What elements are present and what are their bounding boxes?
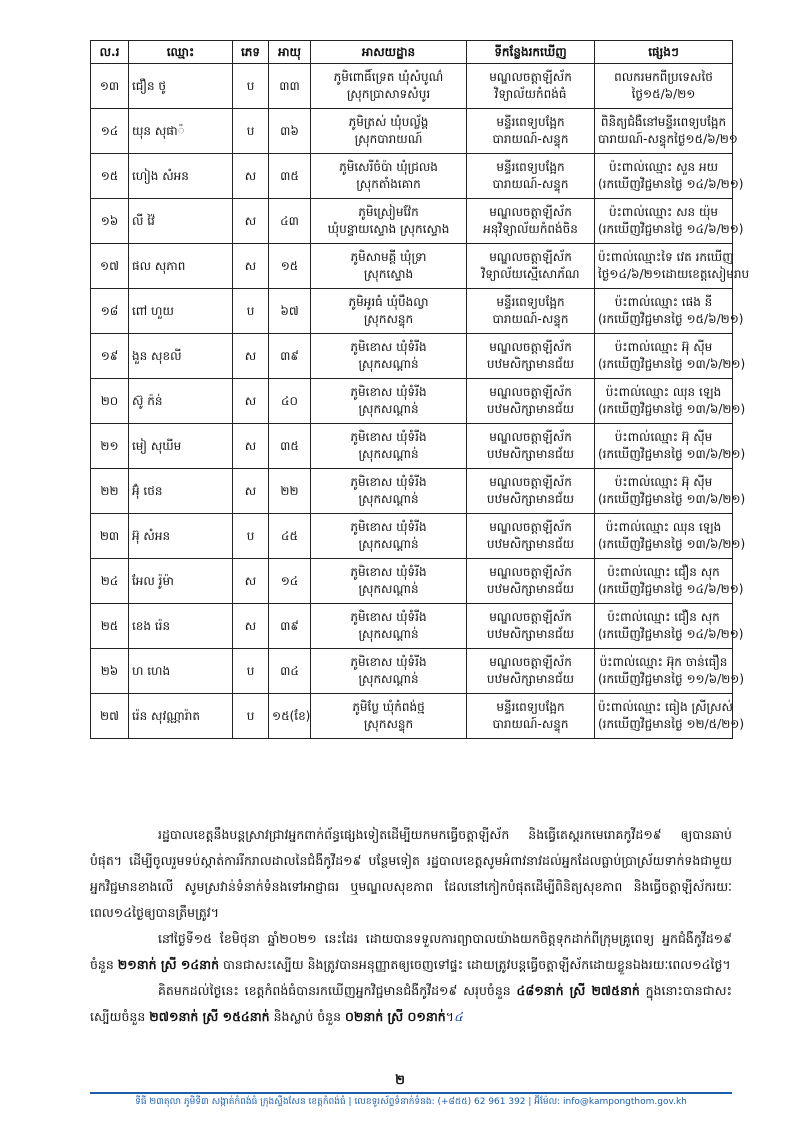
address-line-2: ស្រុកស្ទោង [363,267,414,281]
cell-no: ១៨ [91,289,129,334]
address-line-2: ស្រុកសណ្ដាន់ [358,627,419,641]
cell-sex: ប [233,64,269,109]
cell-no: ២០ [91,379,129,424]
other-line-2: បារាយណ៍-សន្ទុកថ្ងៃ១៥/៦/២១ [598,132,738,146]
address-line-2: ស្រុកសន្ទុក [363,717,414,731]
cell-sex: ប [233,694,269,739]
cell-found-place [467,649,595,694]
cases-table [90,40,750,739]
cell-no: ១៥ [91,154,129,199]
cell-address [311,514,467,559]
cell-other [595,334,746,379]
footer-divider [90,1092,732,1094]
cell-address [311,199,467,244]
address-line-1: ភូមិខោស ឃុំទំរីង [350,430,427,444]
cell-address [311,64,467,109]
cell-no: ២៥ [91,604,129,649]
address-line-1: ភូមិខោស ឃុំទំរីង [350,655,427,669]
other-line-2: (រកឃើញវិជ្ជមានថ្ងៃ ១៣/៦/២១) [598,447,746,461]
body-text [90,822,732,1030]
cell-age: ៣៥ [269,154,311,199]
cell-found-place [467,334,595,379]
place-line-1: មណ្ឌលចត្តាឡីស័ក [489,520,572,534]
total-recovered-count: ២៧១នាក់ ស្រី ១៥៤នាក់ [149,1009,270,1024]
place-line-2: បឋមសិក្សាមានជ័យ [486,447,575,461]
cell-found-place [467,289,595,334]
cell-found-place [467,379,595,424]
other-line-2: (រកឃើញវិជ្ជមានថ្ងៃ ១៤/៦/២១) [598,582,744,596]
other-line-2: (រកឃើញវិជ្ជមានថ្ងៃ ១៥/៦/២១) [598,312,744,326]
other-line-2: (រកឃើញវិជ្ជមានថ្ងៃ ១៤/៦/២១) [598,177,744,191]
handwritten-mark: ៤ [453,1009,463,1024]
cell-sex: ប [233,289,269,334]
other-line-1: ប៉ះពាល់ឈ្មោះ សន យ៉ុម [609,205,718,219]
other-line-2: (រកឃើញវិជ្ជមានថ្ងៃ ១៤/៦/២១) [598,222,744,236]
cell-found-place [467,559,595,604]
address-line-1: ភូមិសាមគ្គី ឃុំទ្រា [350,250,427,264]
page-number: ២ [395,1073,405,1088]
table-row [91,109,733,154]
address-line-1: ភូមិខោស ឃុំទំរីង [350,520,427,534]
place-line-1: មណ្ឌលចត្តាឡីស័ក [489,340,572,354]
table-row [91,424,733,469]
cell-other [595,379,746,424]
cell-address [311,289,467,334]
place-line-1: មណ្ឌលចត្តាឡីស័ក [489,205,572,219]
header-other: ផ្សេងៗ [595,41,733,64]
cell-address [311,559,467,604]
cell-name: ហ ហេង [129,649,233,694]
cell-age: ១៥ [269,244,311,289]
place-line-2: បឋមសិក្សាមានជ័យ [486,492,575,506]
other-line-2: (រកឃើញវិជ្ជមានថ្ងៃ ១៣/៦/២១) [598,492,746,506]
table-row [91,604,733,649]
address-line-2: ស្រុកតាំងគោក [356,177,421,191]
cell-no: ១៣ [91,64,129,109]
cell-no: ១៧ [91,244,129,289]
cell-age: ៦៧ [269,289,311,334]
cell-found-place [467,109,595,154]
cell-name: ផល សុភាព [129,244,233,289]
other-line-2: (រកឃើញវិជ្ជមានថ្ងៃ ១៣/៦/២១) [598,402,746,416]
cell-name: ជឿន ថូ [129,64,233,109]
cell-found-place [467,64,595,109]
place-line-1: មន្ទីរពេទ្យបង្អែក [496,295,565,309]
cell-age: ៤០ [269,379,311,424]
address-line-1: ភូមិអូរធំ ឃុំបឹងល្វា [348,295,429,309]
cell-found-place [467,469,595,514]
address-line-1: ភូមិត្រស់ ឃុំបល្ល័ង្គ [348,115,429,129]
cell-name: អ៊ុ សំអន [129,514,233,559]
address-line-2: ស្រុកបារាយណ៍ [354,132,423,146]
place-line-2: បឋមសិក្សាមានជ័យ [486,672,575,686]
paragraph-followup: រដ្ឋបាលខេត្តនឹងបន្តស្រាវជ្រាវអ្នកពាក់ព័ន្ធផ្សេងទៀតដើម្បីយកមកធ្វើចត្តាឡីស័ក និងធ្វើតេស្តរកមេរោគកូវីដ១៩ ឲ្យបានឆាប់បំផុត។ ដើម្បីចូលរួមទប់ស្កាត់ការរីករាលដាលនៃជំងឺកូវីដ១៩ បន្ថែមទៀត រដ្ឋបាលខេត្តសូមអំពាវនាវដល់អ្នកដែលធ្លាប់ប្រាស្រ័យទាក់ទងជាមួយអ្នកវិជ្ជមានខាងលើ សូមស្រវាន់ទំនាក់ទំនងទៅអាជ្ញាធរ ឬមណ្ឌលសុខភាព ដែលនៅកៀកបំផុតដើម្បីពិនិត្យសុខភាព និងធ្វើចត្តាឡីស័ករយៈពេល១៤ថ្ងៃឲ្យបានត្រឹមត្រូវ។ [90,827,732,920]
cell-sex: ប [233,109,269,154]
table-row [91,64,733,109]
cell-age: ៣៤ [269,649,311,694]
other-line-1: ប៉ះពាល់ឈ្មោះ អ៊ុ ស៊ីម [614,430,713,444]
cell-name: យុន សុផា៉ [129,109,233,154]
total-deaths-count: ០២នាក់ ស្រី ០១នាក់ [345,1009,446,1024]
table-row [91,514,733,559]
cell-address [311,469,467,514]
place-line-2: បារាយណ៍-សន្ទុក [492,312,569,326]
other-line-2: (រកឃើញវិជ្ជមានថ្ងៃ ១១/៦/២១) [598,672,745,686]
address-line-1: ភូមិខោស ឃុំទំរីង [350,475,427,489]
header-name: ឈ្មោះ [129,41,233,64]
cell-name: លី វ៉ៃ [129,199,233,244]
cell-address [311,334,467,379]
cell-age: ៣៣ [269,64,311,109]
cell-found-place [467,604,595,649]
other-line-1: ប៉ះពាល់ឈ្មោះ អ៊ុក ចាន់ធឿន [599,655,728,669]
cell-age: ១៤ [269,559,311,604]
cell-found-place [467,199,595,244]
cell-age: ៣៥ [269,424,311,469]
table-row [91,649,733,694]
place-line-2: វិទ្យាល័យស្មើសោភ័ណ [481,267,580,281]
table-row [91,244,733,289]
recovered-text-c: បានជាសះស្បើយ និងត្រូវបានអនុញ្ញាតឲ្យចេញទៅផ្ទះ ដោយត្រូវបន្តធ្វើចត្តាឡីស័កដោយខ្លួនឯងរយៈពេល១៤ថ្ងៃ។ [219,957,731,972]
table-row [91,334,733,379]
cell-age: ៤៥ [269,514,311,559]
place-line-2: បឋមសិក្សាមានជ័យ [486,582,575,596]
cell-sex: ស [233,469,269,514]
header-age: អាយុ [269,41,311,64]
other-line-1: ពលករមកពីប្រទេសថៃ [614,70,713,84]
other-line-2: (រកឃើញវិជ្ជមានថ្ងៃ ១២/៥/២១) [598,717,745,731]
address-line-1: ភូមិស្រៀមវ៉ែក [358,205,419,219]
address-line-1: ភូមិខោស ឃុំទំរីង [350,385,427,399]
recovered-count: ២១នាក់ ស្រី ១៤នាក់ [117,957,220,972]
address-line-1: ភូមិសេរីចំប៉ា ឃុំជ្រលង [339,160,438,174]
cell-name: ងួន សុខលី [129,334,233,379]
cell-no: ១៩ [91,334,129,379]
address-line-1: ភូមិខោស ឃុំទំរីង [350,610,427,624]
place-line-2: បារាយណ៍-សន្ទុក [492,132,569,146]
header-address: អាសយដ្ឋាន [311,41,467,64]
cell-no: ១៤ [91,109,129,154]
address-line-1: ភូមិប្លែ ឃុំកំពង់ថ្ម [352,700,425,714]
cell-other [595,424,746,469]
other-line-1: ប៉ះពាល់ឈ្មោះ ឈុន ឡេង [605,385,722,399]
place-line-1: មណ្ឌលចត្តាឡីស័ក [489,610,572,624]
totals-text-a: គិតមកដល់ថ្ងៃនេះ ខេត្តកំពង់ធំបានរកឃើញអ្នកវិជ្ជមានជំងឺកូវីដ១៩ សរុបចំនួន [158,983,517,998]
other-line-1: ប៉ះពាល់ឈ្មោះ អ៊ុ ស៊ីម [614,340,713,354]
place-line-2: វិទ្យាល័យកំពង់ធំ [494,87,567,101]
table-header-row [91,41,733,64]
cell-name: ហៀង សំអន [129,154,233,199]
other-line-2: (រកឃើញវិជ្ជមានថ្ងៃ ១៤/៦/២១) [598,627,744,641]
cell-name: ស៊ូ ក៉ន់ [129,379,233,424]
cell-other [595,649,745,694]
address-line-2: ស្រុកសណ្ដាន់ [358,447,419,461]
place-line-1: មន្ទីរពេទ្យបង្អែក [496,700,565,714]
place-line-2: បឋមសិក្សាមានជ័យ [486,537,575,551]
cell-found-place [467,244,595,289]
totals-text-g: ។ [445,1009,454,1024]
place-line-1: មន្ទីរពេទ្យបង្អែក [496,160,565,174]
cell-no: ២២ [91,469,129,514]
cell-other [595,559,744,604]
cell-no: ២៧ [91,694,129,739]
cell-no: ២៤ [91,559,129,604]
other-line-1: ប៉ះពាល់ឈ្មោះ សួន អយ [609,160,718,174]
address-line-2: ឃុំបន្ទាយស្ទោង ស្រុកស្ទោង [327,222,450,236]
cell-age: ៤៣ [269,199,311,244]
place-line-1: មន្ទីរពេទ្យបង្អែក [496,115,565,129]
cell-found-place [467,514,595,559]
place-line-1: មណ្ឌលចត្តាឡីស័ក [489,385,572,399]
total-positive-count: ៤៨១នាក់ ស្រី ២៧៥នាក់ [516,983,640,998]
place-line-1: មណ្ឌលចត្តាឡីស័ក [489,655,572,669]
address-line-1: ភូមិខោស ឃុំទំរីង [350,565,427,579]
table-row [91,559,733,604]
cell-age: ៣៩ [269,334,311,379]
address-line-2: ស្រុកសណ្ដាន់ [358,537,419,551]
cell-sex: ប [233,649,269,694]
place-line-1: មណ្ឌលចត្តាឡីស័ក [489,475,572,489]
other-line-1: ប៉ះពាល់ឈ្មោះ ធៀង ស្រីស្រស់ [598,700,733,714]
cell-other [595,604,744,649]
cell-age: ៣៦ [269,109,311,154]
table-row [91,469,733,514]
place-line-2: បារាយណ៍-សន្ទុក [492,717,569,731]
cell-sex: ស [233,424,269,469]
address-line-2: ស្រុកសណ្ដាន់ [358,357,419,371]
cell-sex: ស [233,199,269,244]
paragraph-totals [90,978,732,1030]
other-line-2: (រកឃើញវិជ្ជមានថ្ងៃ ១៣/៦/២១) [598,357,746,371]
address-line-2: ស្រុកប្រាសាទសំបូរ [346,87,431,101]
address-line-2: ស្រុកសណ្ដាន់ [358,582,419,596]
header-no: ល.រ [91,41,129,64]
table-row [91,289,733,334]
table-row [91,199,733,244]
cell-sex: ស [233,559,269,604]
other-line-2: ថ្ងៃ១៤/៦/២១ដោយខេត្តសៀមរាប [598,267,750,281]
cell-name: ខេង រ៉េន [129,604,233,649]
paragraph-recovered [90,926,732,978]
cell-age: ២២ [269,469,311,514]
cell-other [595,109,738,154]
cell-other [595,469,746,514]
cell-address [311,379,467,424]
cell-name: មៀ សុឃីម [129,424,233,469]
other-line-1: ប៉ះពាល់ឈ្មោះ ជឿន សុក [607,565,720,579]
cell-other [595,199,744,244]
cell-no: ២៦ [91,649,129,694]
header-sex: ភេទ [233,41,269,64]
table-row [91,694,733,739]
cell-address [311,424,467,469]
header-found-place: ទីកន្លែងរកឃើញ [467,41,595,64]
place-line-2: អនុវិទ្យាល័យកំពង់ចិន [483,222,578,236]
cell-address [311,109,467,154]
cell-sex: ស [233,379,269,424]
place-line-1: មណ្ឌលចត្តាឡីស័ក [489,565,572,579]
cell-other [595,244,750,289]
totals-text-c: ក្នុងនោះបានជាសះស្បើយចំនួន [90,983,732,1024]
cell-other [595,514,746,559]
cell-address [311,694,467,739]
cell-sex: ស [233,244,269,289]
cell-found-place [467,424,595,469]
address-line-1: ភូមិខោស ឃុំទំរីង [350,340,427,354]
place-line-2: បឋមសិក្សាមានជ័យ [486,402,575,416]
cell-other [595,289,744,334]
place-line-2: បឋមសិក្សាមានជ័យ [486,357,575,371]
address-line-2: ស្រុកសណ្ដាន់ [358,492,419,506]
place-line-1: មណ្ឌលចត្តាឡីស័ក [489,430,572,444]
place-line-1: មណ្ឌលចត្តាឡីស័ក [489,70,572,84]
other-line-1: ប៉ះពាល់ឈ្មោះ ផេង នី [614,295,713,309]
table-row [91,154,733,199]
cell-name: ពៅ ហួយ [129,289,233,334]
totals-text-e: និងស្លាប់ ចំនួន [269,1009,346,1024]
cell-sex: ស [233,334,269,379]
other-line-2: (រកឃើញវិជ្ជមានថ្ងៃ ១៣/៦/២១) [598,537,746,551]
other-line-1: ប៉ះពាល់ឈ្មោះទៃ វេត រកឃើញ [598,250,734,264]
cell-found-place [467,694,595,739]
place-line-1: មណ្ឌលចត្តាឡីស័ក [489,250,572,264]
place-line-2: បឋមសិក្សាមានជ័យ [486,627,575,641]
cell-address [311,154,467,199]
cell-address [311,649,467,694]
cell-sex: ប [233,514,269,559]
cell-sex: ស [233,154,269,199]
cell-no: ២៣ [91,514,129,559]
other-line-2: ថ្ងៃ១៥/៦/២១ [631,87,696,101]
address-line-2: ស្រុកសណ្ដាន់ [358,402,419,416]
cell-age: ៣៩ [269,604,311,649]
other-line-1: ប៉ះពាល់ឈ្មោះ ជឿន សុក [607,610,720,624]
cell-other [595,154,744,199]
table-row [91,379,733,424]
place-line-2: បារាយណ៍-សន្ទុក [492,177,569,191]
footer-contact: ទីធី ២៣តុលា ភូមិទី៣ សង្កាត់កំពង់ធំ ក្រុងស្ទឹងសែន ខេត្តកំពង់ធំ | លេខទូរស័ព្ទទំនាក់ទំនង: (+៨៥៥) 62 961 392 | អ៊ីម៉ែល: info@kampongthom.gov.kh [135,1097,687,1107]
other-line-1: ពិនិត្យជំងឺនៅមន្ទីរពេទ្យបង្អែក [600,115,727,129]
recovered-text-a: នៅថ្ងៃទី១៥ ខែមិថុនា ឆ្នាំ២០២១ នេះដែរ ដោយបានទទួលការព្យាបាលយ៉ាងយកចិត្តទុកដាក់ពីក្រុមគ្រូពេទ្យ អ្នកជំងឺកូវីដ១៩ ចំនួន [90,931,732,972]
address-line-2: ស្រុកសន្ទុក [363,312,414,326]
cell-address [311,604,467,649]
address-line-1: ភូមិពោធិ៍ទ្រេត ឃុំសំបូណ៌ [333,70,444,84]
other-line-1: ប៉ះពាល់ឈ្មោះ ឈុន ឡេង [605,520,722,534]
cell-name: រ៉េន សុវណ្ណារ៉ាត [129,694,233,739]
cell-name: អែល រ៉ូម៉ា [129,559,233,604]
cell-address [311,244,467,289]
cell-other [595,694,745,739]
address-line-2: ស្រុកសណ្ដាន់ [358,672,419,686]
cell-found-place [467,154,595,199]
cell-no: ១៦ [91,199,129,244]
cell-sex: ស [233,604,269,649]
other-line-1: ប៉ះពាល់ឈ្មោះ អ៊ុ ស៊ីម [614,475,713,489]
cell-other [595,64,733,109]
cell-name: អ៊ុំ ថេន [129,469,233,514]
cell-no: ២១ [91,424,129,469]
cell-age: ១៥(ខែ) [269,694,311,739]
